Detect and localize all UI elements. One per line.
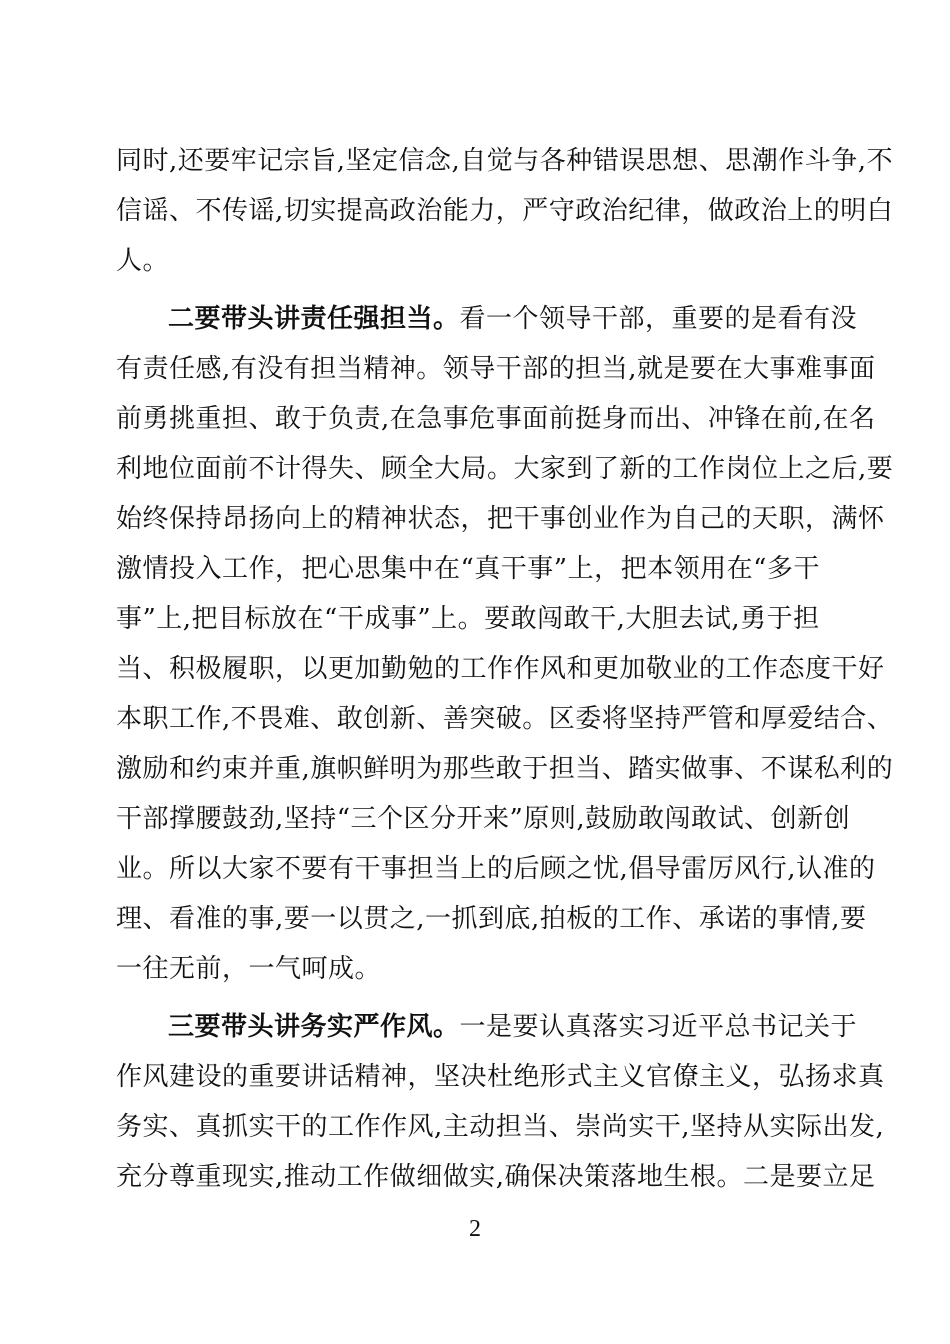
text-line: 一往无前，一气呵成。 — [116, 954, 382, 984]
text-line: 理、看准的事,要一以贯之,一抓到底,拍板的工作、承诺的事情,要 — [116, 904, 867, 934]
document-body — [116, 136, 894, 1202]
text-line: 当、积极履职，以更加勤勉的工作作风和更加敬业的工作态度干好 — [116, 654, 885, 684]
text-line: 人。 — [116, 246, 170, 276]
text-segment: 看一个领导干部，重要的是看有没 — [459, 304, 858, 334]
paragraph-continuation — [116, 136, 894, 286]
text-line: 前勇挑重担、敢于负责,在急事危事面前挺身而出、冲锋在前,在名 — [116, 404, 876, 434]
text-segment: 一是要认真落实习近平总书记关于 — [459, 1012, 858, 1042]
text-line: 本职工作,不畏难、敢创新、善突破。区委将坚持严管和厚爱结合、 — [116, 704, 894, 734]
section-heading: 二要带头讲责任强担当。 — [168, 304, 460, 334]
paragraph-first-line — [116, 294, 856, 344]
section-heading: 三要带头讲务实严作风。 — [168, 1012, 460, 1042]
text-line: 有责任感,有没有担当精神。领导干部的担当,就是要在大事难事面 — [116, 354, 876, 384]
text-line: 激励和约束并重,旗帜鲜明为那些敢于担当、踏实做事、不谋私利的 — [116, 754, 894, 784]
text-line: 激情投入工作，把心思集中在“真干事”上，把本领用在“多干 — [116, 554, 820, 584]
paragraph-first-line — [116, 1002, 856, 1052]
paragraph-work-style — [116, 1002, 885, 1202]
text-line: 始终保持昂扬向上的精神状态，把干事创业作为自己的天职，满怀 — [116, 504, 885, 534]
text-line: 充分尊重现实,推动工作做细做实,确保决策落地生根。二是要立足 — [116, 1162, 876, 1192]
page-number: 2 — [469, 1216, 481, 1242]
paragraph-responsibility — [116, 294, 894, 994]
text-line: 同时,还要牢记宗旨,坚定信念,自觉与各种错误思想、思潮作斗争,不 — [116, 146, 894, 176]
text-line: 务实、真抓实干的工作作风,主动担当、崇尚实干,坚持从实际出发, — [116, 1112, 885, 1142]
text-line: 作风建设的重要讲话精神，坚决杜绝形式主义官僚主义，弘扬求真 — [116, 1062, 885, 1092]
text-line: 事”上,把目标放在“干成事”上。要敢闯敢干,大胆去试,勇于担 — [116, 604, 820, 634]
text-line: 信谣、不传谣,切实提高政治能力，严守政治纪律，做政治上的明白 — [116, 196, 894, 226]
text-line: 业。所以大家不要有干事担当上的后顾之忧,倡导雷厉风行,认准的 — [116, 854, 876, 884]
text-line: 利地位面前不计得失、顾全大局。大家到了新的工作岗位上之后,要 — [116, 454, 894, 484]
text-line: 干部撑腰鼓劲,坚持“三个区分开来”原则,鼓励敢闯敢试、创新创 — [116, 804, 851, 834]
